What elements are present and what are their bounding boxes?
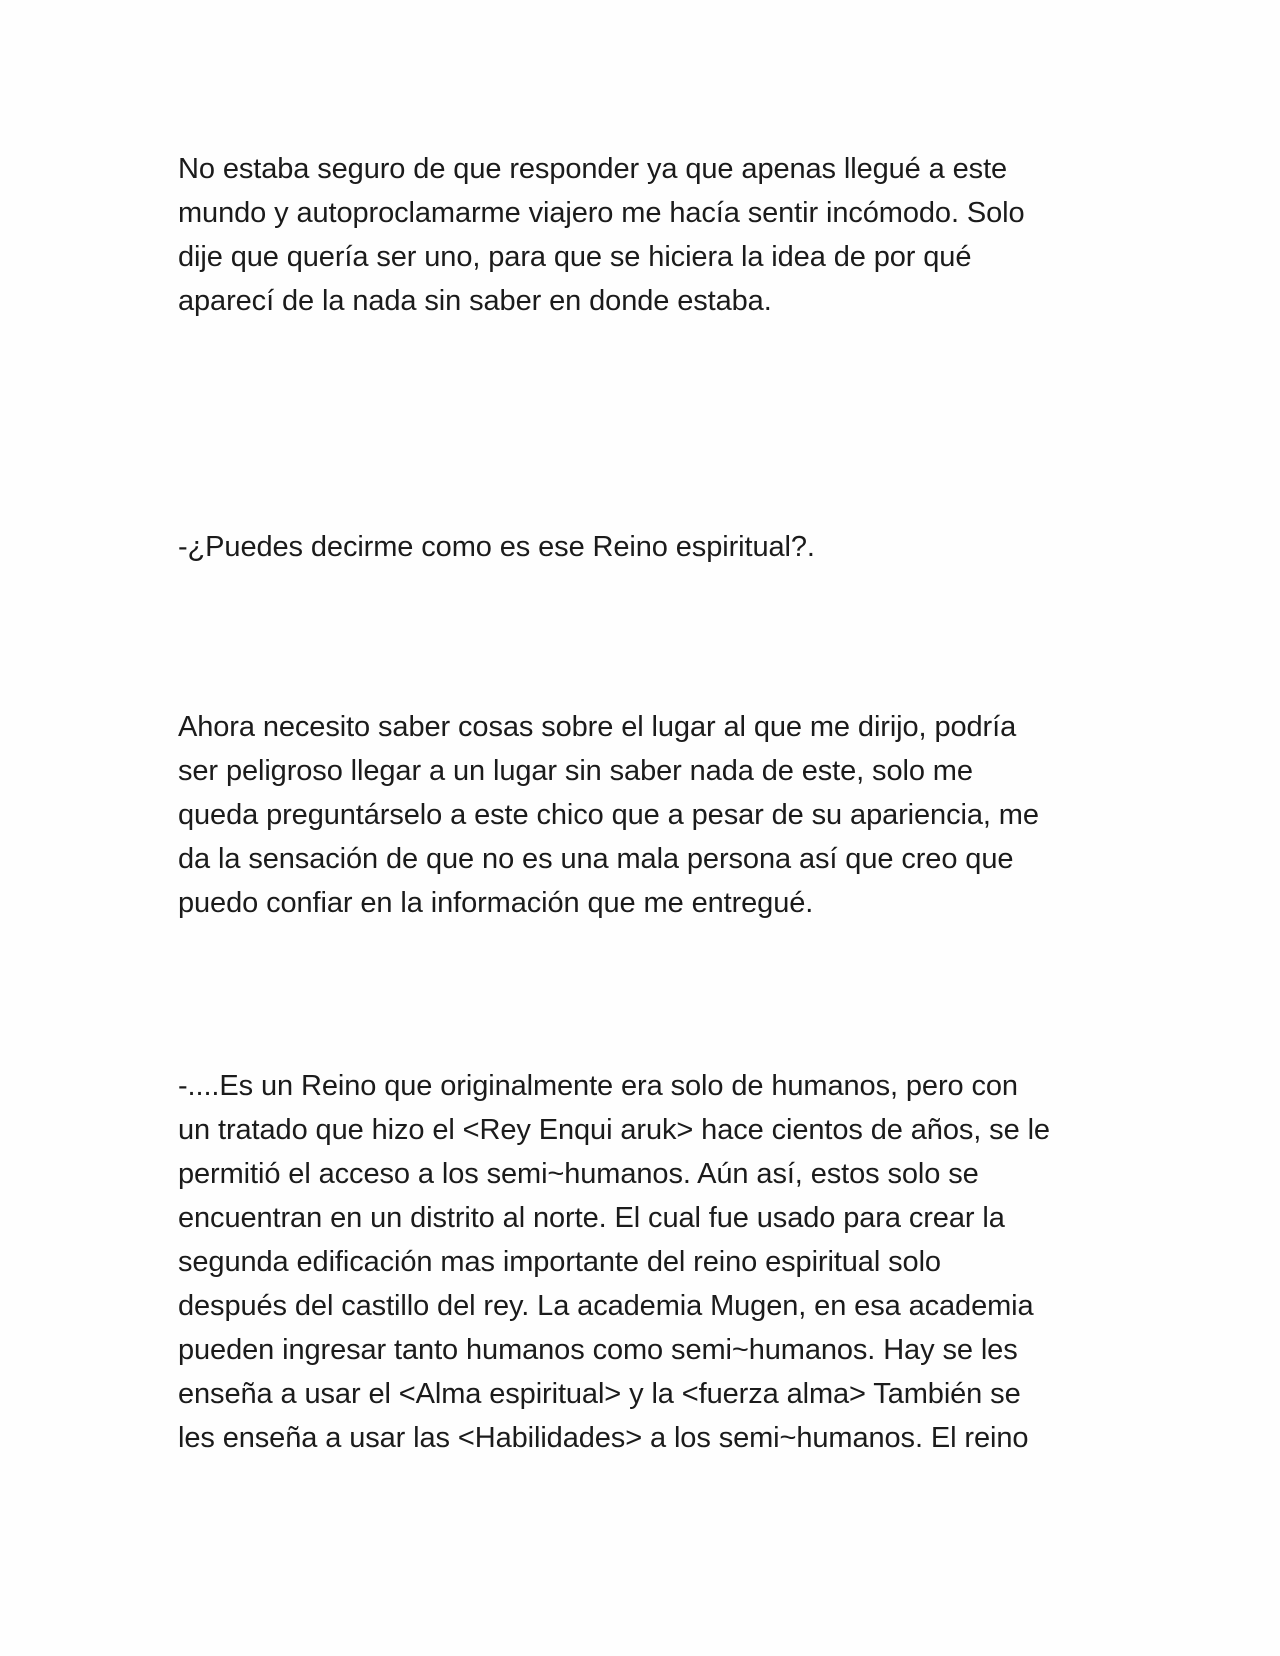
- paragraph-narration-2: [178, 705, 1118, 925]
- text-line: después del castillo del rey. La academia Mugen, en esa academia: [178, 1290, 1034, 1322]
- paragraph-dialogue-question: [178, 525, 1118, 569]
- text-line: da la sensación de que no es una mala persona así que creo que: [178, 843, 1014, 875]
- text-line: les enseña a usar las <Habilidades> a los semi~humanos. El reino: [178, 1422, 1029, 1454]
- text-line: encuentran en un distrito al norte. El cual fue usado para crear la: [178, 1202, 1005, 1234]
- text-line: queda preguntárselo a este chico que a pesar de su apariencia, me: [178, 799, 1039, 831]
- paragraph-narration-1: [178, 147, 1118, 323]
- text-line: aparecí de la nada sin saber en donde estaba.: [178, 285, 772, 317]
- text-line: mundo y autoproclamarme viajero me hacía sentir incómodo. Solo: [178, 197, 1025, 229]
- text-line: dije que quería ser uno, para que se hiciera la idea de por qué: [178, 241, 972, 273]
- text-line: pueden ingresar tanto humanos como semi~humanos. Hay se les: [178, 1334, 1018, 1366]
- text-line: ser peligroso llegar a un lugar sin saber nada de este, solo me: [178, 755, 973, 787]
- text-line: -....Es un Reino que originalmente era solo de humanos, pero con: [178, 1070, 1018, 1102]
- text-line: un tratado que hizo el <Rey Enqui aruk> hace cientos de años, se le: [178, 1114, 1050, 1146]
- text-line: Ahora necesito saber cosas sobre el lugar al que me dirijo, podría: [178, 711, 1017, 743]
- text-line: enseña a usar el <Alma espiritual> y la <fuerza alma> También se: [178, 1378, 1021, 1410]
- text-line: segunda edificación mas importante del reino espiritual solo: [178, 1246, 941, 1278]
- text-line: -¿Puedes decirme como es ese Reino espiritual?.: [178, 531, 815, 563]
- text-line: puedo confiar en la información que me entregué.: [178, 887, 814, 919]
- text-line: permitió el acceso a los semi~humanos. Aún así, estos solo se: [178, 1158, 979, 1190]
- text-line: No estaba seguro de que responder ya que apenas llegué a este: [178, 153, 1008, 185]
- paragraph-dialogue-answer: [178, 1064, 1118, 1460]
